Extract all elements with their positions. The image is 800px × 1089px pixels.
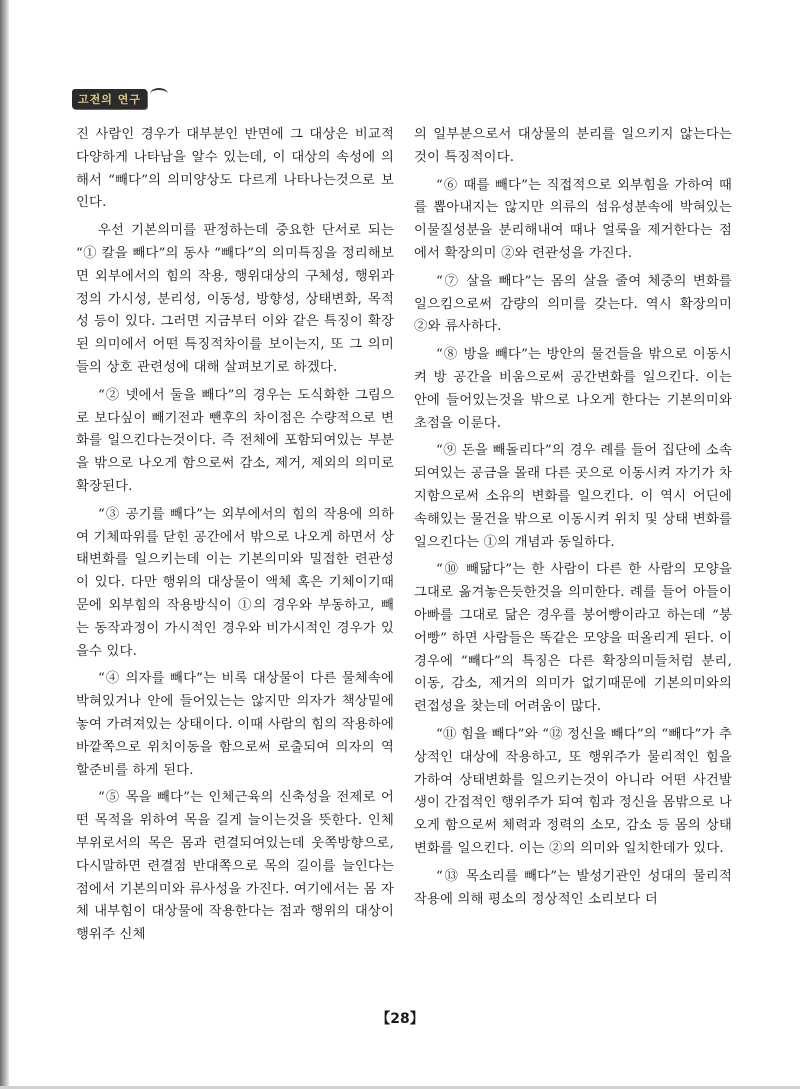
paragraph: “⑦ 살을 빼다”는 몸의 살을 줄여 체중의 변화를 일으킴으로써 감량의 의미를 갖는다. 역시 확장의미 ②와 류사하다. [414,273,732,335]
paragraph: “⑬ 목소리를 빼다”는 발성기관인 성대의 물리적작용에 의해 평소의 정상적인 소리보다 더 [414,868,732,907]
section-header [72,88,168,110]
paragraph: “⑨ 돈을 빼돌리다”의 경우 례를 들어 집단에 소속되여있는 공금을 몰래 다른 곳으로 이동시켜 자기가 차지함으로써 소유의 변화를 일으킨다. 이 역시 어딘에 속해있는 물건을 밖으로 이동시켜 위치 및 상태 변화를 일으킨다는 ①의 개념과 동일하다. [414,443,732,550]
paragraph: 진 사람인 경우가 대부분인 반면에 그 대상은 비교적 다양하게 나타남을 알수 있는데, 이 대상의 속성에 의해서 “빼다”의 의미양상도 다르게 나타나는것으로 보인다. [76,127,394,211]
paragraph: “⑤ 목을 빼다”는 인체근육의 신축성을 전제로 어떤 목적을 위하여 목을 길게 늘이는것을 뜻한다. 인체부위로서의 목은 몸과 련결되여있는데 웃쪽방향으로, 다시말하면 련결점 반대쪽으로 목의 길이를 늘인다는 점에서 기본의미와 류사성을 가진다. 여기에서는 몸 자체 내부힘이 대상물에 작용한다는 점과 행위의 대상이 행위주 신체 [76,790,394,943]
paragraph: 의 일부분으로서 대상물의 분리를 일으키지 않는다는것이 특징적이다. [414,127,732,165]
paragraph: “② 넷에서 둘을 빼다”의 경우는 도식화한 그림으로 보다싶이 빼기전과 뺀후의 차이점은 수량적으로 변화를 일으킨다는것이다. 즉 전체에 포함되여있는 부분을 밖으로 나오게 함으로써 감소, 제거, 제외의 의미로 확장된다. [76,387,394,494]
paragraph: “⑪ 힘을 빼다”와 “⑫ 정신을 빼다”의 “빼다”가 추상적인 대상에 작용하고, 또 행위주가 물리적인 힘을 가하여 상태변화를 일으키는것이 아니라 어떤 사건발생이 간접적인 행위주가 되여 힘과 정신을 몸밖으로 나오게 함으로써 체력과 정력의 소모, 감소 등 몸의 상태변화를 일으킨다. 이는 ②의 의미와 일치한데가 있다. [414,726,732,856]
paragraph: “⑧ 방을 빼다”는 방안의 물건들을 밖으로 이동시켜 방 공간을 비움으로써 공간변화를 일으킨다. 이는 안에 들어있는것을 밖으로 나오게 한다는 기본의미와 초점을 이룬다. [414,347,732,431]
paragraph: “③ 공기를 빼다”는 외부에서의 힘의 작용에 의하여 기체따위를 닫힌 공간에서 밖으로 나오게 하면서 상태변화를 일으키는데 이는 기본의미와 밀접한 련관성이 있다. 다만 행위의 대상물이 액체 혹은 기체이기때문에 외부힘의 작용방식이 ①의 경우와 부동하고, 빼는 동작과정이 가시적인 경우와 비가시적인 경우가 있을수 있다. [76,506,394,659]
page-edge [0,0,9,1089]
paragraph: “⑩ 빼닮다”는 한 사람이 다른 한 사람의 모양을 그대로 옮겨놓은듯한것을 의미한다. 례를 들어 아들이 아빠를 그대로 닮은 경우를 붕어빵이라고 하는데 “붕어빵” 하면 사람들은 똑같은 모양을 떠올리게 된다. 이 경우에 “빼다”의 특징은 다른 확장의미들처럼 분리, 이동, 감소, 제거의 의미가 없기때문에 기본의미와의 련접성을 찾는데 어려움이 많다. [414,562,732,715]
left-column [76,124,394,952]
paragraph: “⑥ 때를 빼다”는 직접적으로 외부힘을 가하여 때를 뽑아내지는 않지만 의류의 섬유성분속에 박혀있는 이물질성분을 분리해내여 때나 얼룩을 제거한다는 점에서 확장의미 ②와 련관성을 가진다. [414,177,732,261]
paragraph: 우선 기본의미를 판정하는데 중요한 단서로 되는 “① 칼을 빼다”의 동사 “빼다”의 의미특징을 정리해보면 외부에서의 힘의 작용, 행위대상의 구체성, 행위과정의 가시성, 분리성, 이동성, 방향성, 상태변화, 목적성 등이 있다. 그러면 지금부터 이와 같은 특징이 확장된 의미에서 어떤 특징적차이를 보이는지, 또 그 의미들의 상호 관련성에 대해 살펴보기로 하겠다. [76,223,394,375]
page-number: 【28】 [376,1011,424,1027]
section-badge: 고전의 연구 [72,89,147,109]
right-column [414,124,732,916]
badge-ornament-icon [150,88,168,100]
paragraph: “④ 의자를 빼다”는 비록 대상물이 다른 물체속에 박혀있거나 안에 들어있는는 않지만 의자가 책상밑에 놓여 가려져있는 상태이다. 이때 사람의 힘의 작용하에 바깥쪽으로 위치이동을 함으로써 로출되여 의자의 역할준비를 하게 된다. [76,671,394,778]
